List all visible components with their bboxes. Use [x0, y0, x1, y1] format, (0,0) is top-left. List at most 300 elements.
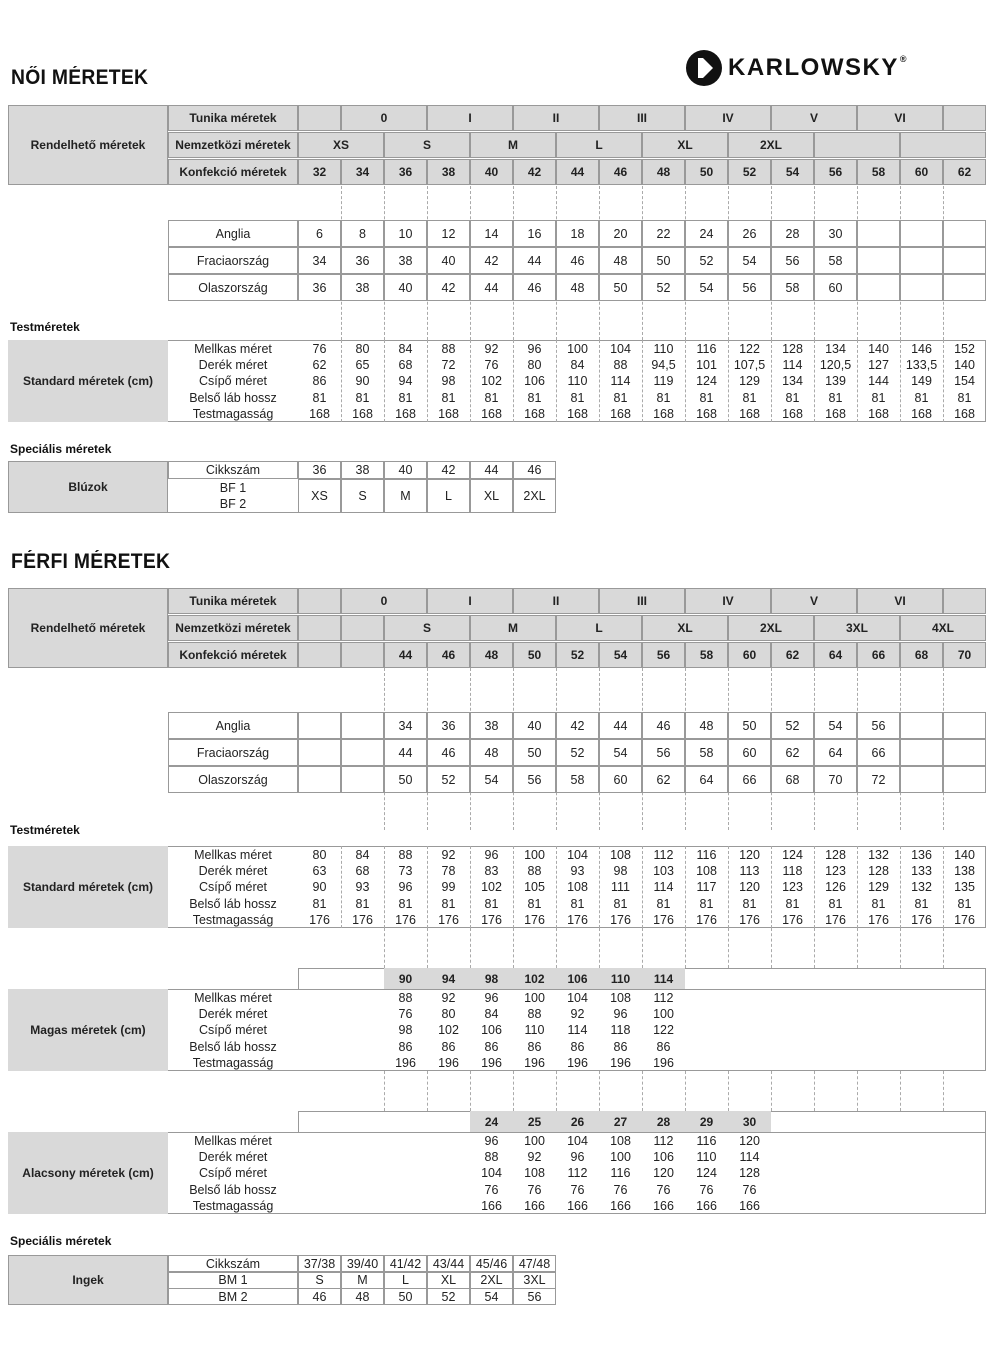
short-value: 100 — [610, 1150, 631, 1165]
standard-value: 81 — [957, 390, 972, 405]
country-value: 36 — [341, 247, 384, 274]
country-value — [341, 739, 384, 766]
country-value: 34 — [298, 247, 341, 274]
standard-value: 123 — [782, 880, 803, 895]
tunika-size: I — [427, 105, 513, 131]
standard-value: 133 — [911, 864, 932, 879]
konfekcio-size: 46 — [599, 159, 642, 185]
country-value — [943, 712, 986, 739]
standard-value: 96 — [484, 848, 499, 862]
tall-value: 122 — [653, 1023, 674, 1038]
country-value — [943, 274, 986, 301]
country-value: 58 — [556, 766, 599, 793]
standard-value: 92 — [441, 848, 456, 862]
country-value: 60 — [728, 739, 771, 766]
short-value: 104 — [567, 1134, 588, 1148]
country-value: 46 — [556, 247, 599, 274]
special-cikk: 42 — [427, 461, 470, 479]
international-empty — [341, 615, 384, 641]
standard-value: 83 — [484, 864, 499, 879]
standard-value: 81 — [699, 390, 714, 405]
international-empty — [900, 132, 986, 158]
standard-value: 81 — [828, 390, 843, 405]
standard-value: 81 — [613, 896, 628, 911]
short-value: 92 — [527, 1150, 542, 1165]
standard-value: 119 — [653, 374, 674, 389]
standard-value: 168 — [954, 406, 975, 421]
konfekcio-size: 54 — [771, 159, 814, 185]
tall-value: 88 — [398, 991, 413, 1005]
divider — [900, 846, 901, 928]
short-label: Alacsony méretek (cm) — [22, 1166, 154, 1180]
standard-value: 168 — [825, 406, 846, 421]
standard-value: 138 — [954, 864, 975, 879]
standard-value: 120 — [739, 848, 760, 862]
standard-value: 168 — [610, 406, 631, 421]
country-value: 36 — [427, 712, 470, 739]
konfekcio-size: 34 — [341, 159, 384, 185]
tunika-size: 0 — [341, 105, 427, 131]
tunika-size: II — [513, 588, 599, 614]
country-value — [900, 712, 943, 739]
konfekcio-size: 48 — [642, 159, 685, 185]
standard-value: 81 — [742, 896, 757, 911]
divider — [771, 340, 772, 422]
country-value — [900, 274, 943, 301]
standard-value: 62 — [312, 358, 327, 373]
divider — [728, 1071, 729, 1111]
short-value: 120 — [739, 1134, 760, 1148]
standard-value: 93 — [570, 864, 585, 879]
standard-value: 78 — [441, 864, 456, 879]
country-value — [857, 247, 900, 274]
country-value: 6 — [298, 220, 341, 247]
country-value — [857, 274, 900, 301]
standard-value: 102 — [481, 374, 502, 389]
short-header: 25 — [513, 1111, 556, 1133]
short-value: 124 — [696, 1166, 717, 1181]
divider — [642, 1071, 643, 1111]
country-value: 62 — [642, 766, 685, 793]
special-row-label: Cikkszám — [168, 461, 298, 479]
standard-value: 168 — [911, 406, 932, 421]
special-size: XS — [298, 479, 341, 513]
konfekcio-size: 52 — [556, 642, 599, 668]
standard-value: 176 — [825, 912, 846, 927]
standard-value: 111 — [610, 880, 630, 895]
standard-value: 108 — [696, 864, 717, 879]
standard-value: 81 — [785, 896, 800, 911]
special-bm1: XL — [427, 1272, 470, 1289]
measure-label: Derék méret — [198, 864, 268, 879]
standard-value: 176 — [782, 912, 803, 927]
standard-value: 107,5 — [733, 358, 766, 373]
tall-value: 110 — [524, 1023, 545, 1038]
tall-value: 84 — [484, 1007, 499, 1022]
standard-value: 110 — [653, 342, 674, 356]
country-value: 44 — [599, 712, 642, 739]
measure-label: Csípő méret — [198, 1023, 268, 1038]
country-value: 38 — [341, 274, 384, 301]
divider — [513, 340, 514, 422]
country-value: 54 — [685, 274, 728, 301]
standard-value: 108 — [567, 880, 588, 895]
standard-value: 92 — [484, 342, 499, 356]
international-size: 2XL — [728, 132, 814, 158]
special-size: 2XL — [513, 479, 556, 513]
special-cikk: 44 — [470, 461, 513, 479]
tall-value: 104 — [567, 991, 588, 1005]
divider — [771, 928, 772, 968]
international-size: M — [470, 132, 556, 158]
standard-value: 176 — [911, 912, 932, 927]
tunika-size: IV — [685, 105, 771, 131]
divider — [642, 846, 643, 928]
divider — [427, 1071, 428, 1111]
standard-value: 168 — [395, 406, 416, 421]
standard-value: 129 — [868, 880, 889, 895]
tall-value: 88 — [527, 1007, 542, 1022]
standard-value: 140 — [954, 848, 975, 862]
standard-value: 81 — [441, 390, 456, 405]
standard-label: Standard méretek (cm) — [22, 374, 154, 388]
country-value: 24 — [685, 220, 728, 247]
country-value — [943, 739, 986, 766]
standard-value: 134 — [825, 342, 846, 356]
country-value: 12 — [427, 220, 470, 247]
divider — [384, 928, 385, 968]
country-value: 50 — [599, 274, 642, 301]
international-size: S — [384, 615, 470, 641]
standard-value: 80 — [527, 358, 542, 373]
tall-value: 86 — [570, 1039, 585, 1054]
short-value: 76 — [484, 1182, 499, 1197]
standard-value: 103 — [653, 864, 674, 879]
divider — [685, 928, 686, 968]
standard-value: 176 — [696, 912, 717, 927]
konfekcio-size: 32 — [298, 159, 341, 185]
tall-value: 196 — [438, 1055, 459, 1070]
short-header: 24 — [470, 1111, 513, 1133]
country-value: 50 — [642, 247, 685, 274]
measure-label: Derék méret — [198, 358, 268, 373]
standard-value: 128 — [825, 848, 846, 862]
standard-value: 127 — [868, 358, 889, 373]
orderable-label: Rendelhető méretek — [30, 138, 146, 152]
divider — [642, 340, 643, 422]
international-size: XL — [642, 132, 728, 158]
country-value — [900, 766, 943, 793]
konfekcio-size: 36 — [384, 159, 427, 185]
country-value: 46 — [513, 274, 556, 301]
standard-value: 168 — [481, 406, 502, 421]
international-empty — [298, 615, 341, 641]
tall-value: 86 — [441, 1039, 456, 1054]
country-label: Fraciaország — [168, 247, 298, 274]
country-value: 50 — [384, 766, 427, 793]
divider — [814, 846, 815, 928]
country-label: Olaszország — [168, 274, 298, 301]
special-bm2: 56 — [513, 1288, 556, 1305]
country-value — [341, 766, 384, 793]
konfekcio-size: 52 — [728, 159, 771, 185]
country-value — [900, 247, 943, 274]
special-cikk: 45/46 — [470, 1255, 513, 1272]
international-size: 4XL — [900, 615, 986, 641]
measure-label: Csípő méret — [198, 374, 268, 389]
short-value: 116 — [610, 1166, 631, 1181]
international-empty — [814, 132, 900, 158]
standard-value: 113 — [739, 864, 760, 879]
measure-label: Mellkas méret — [194, 991, 272, 1005]
standard-value: 81 — [441, 896, 456, 911]
country-value: 54 — [728, 247, 771, 274]
divider — [900, 340, 901, 422]
special-label: Ingek — [72, 1273, 104, 1287]
tall-value: 80 — [441, 1007, 456, 1022]
standard-value: 123 — [825, 864, 846, 879]
standard-value: 76 — [312, 342, 327, 356]
divider — [427, 928, 428, 968]
divider — [685, 340, 686, 422]
konfekcio-size: 60 — [900, 159, 943, 185]
standard-value: 112 — [653, 848, 674, 862]
divider — [599, 1071, 600, 1111]
special-row-label: BF 1 — [219, 480, 247, 495]
standard-value: 81 — [312, 390, 327, 405]
divider — [728, 340, 729, 422]
tall-value: 196 — [395, 1055, 416, 1070]
country-value: 52 — [427, 766, 470, 793]
standard-value: 149 — [911, 374, 932, 389]
country-value: 26 — [728, 220, 771, 247]
short-value: 116 — [696, 1134, 717, 1148]
short-header: 28 — [642, 1111, 685, 1133]
standard-value: 139 — [825, 374, 846, 389]
tall-value: 108 — [610, 991, 631, 1005]
standard-value: 104 — [610, 342, 631, 356]
row-label-1: Nemzetközi méretek — [168, 615, 298, 641]
standard-value: 122 — [739, 342, 760, 356]
short-value: 106 — [653, 1150, 674, 1165]
special-bm1: M — [341, 1272, 384, 1289]
tunika-empty — [943, 588, 986, 614]
measure-label: Belső láb hossz — [189, 1182, 277, 1197]
standard-value: 81 — [785, 390, 800, 405]
row-label-1: Nemzetközi méretek — [168, 132, 298, 158]
standard-value: 117 — [696, 880, 717, 895]
tall-value: 86 — [398, 1039, 413, 1054]
special-bm1: S — [298, 1272, 341, 1289]
standard-value: 68 — [355, 864, 370, 879]
country-value: 16 — [513, 220, 556, 247]
international-size: L — [556, 615, 642, 641]
short-value: 166 — [610, 1198, 631, 1213]
standard-value: 124 — [782, 848, 803, 862]
standard-value: 168 — [309, 406, 330, 421]
country-value: 56 — [642, 739, 685, 766]
tall-value: 96 — [484, 991, 499, 1005]
standard-value: 114 — [782, 358, 803, 373]
tall-value: 92 — [570, 1007, 585, 1022]
short-value: 96 — [570, 1150, 585, 1165]
standard-value: 90 — [355, 374, 370, 389]
special-cikk: 39/40 — [341, 1255, 384, 1272]
country-value: 34 — [384, 712, 427, 739]
standard-value: 176 — [309, 912, 330, 927]
country-value — [943, 220, 986, 247]
short-value: 88 — [484, 1150, 499, 1165]
special-title: Speciális méretek — [10, 1234, 112, 1248]
country-value — [900, 739, 943, 766]
divider — [771, 846, 772, 928]
divider — [642, 928, 643, 968]
special-bm1: L — [384, 1272, 427, 1289]
country-value: 58 — [814, 247, 857, 274]
standard-value: 124 — [696, 374, 717, 389]
short-value: 120 — [653, 1166, 674, 1181]
country-label: Olaszország — [168, 766, 298, 793]
measure-label: Testmagasság — [192, 912, 274, 927]
short-value: 166 — [696, 1198, 717, 1213]
divider — [728, 928, 729, 968]
konfekcio-size: 56 — [642, 642, 685, 668]
standard-value: 140 — [954, 358, 975, 373]
tall-value: 98 — [398, 1023, 413, 1038]
standard-value: 81 — [484, 896, 499, 911]
standard-value: 110 — [567, 374, 588, 389]
divider — [857, 846, 858, 928]
tall-header: 106 — [556, 968, 599, 990]
tall-value: 196 — [610, 1055, 631, 1070]
country-value: 48 — [599, 247, 642, 274]
konfekcio-size: 44 — [384, 642, 427, 668]
tall-value: 100 — [653, 1007, 674, 1022]
divider — [728, 846, 729, 928]
divider — [556, 340, 557, 422]
country-value: 48 — [470, 739, 513, 766]
standard-value: 176 — [395, 912, 416, 927]
standard-value: 128 — [868, 864, 889, 879]
country-value — [298, 712, 341, 739]
standard-value: 88 — [527, 864, 542, 879]
divider — [556, 928, 557, 968]
tall-value: 118 — [610, 1023, 631, 1038]
standard-value: 120,5 — [819, 358, 852, 373]
standard-value: 128 — [782, 342, 803, 356]
special-row-label: Cikkszám — [168, 1255, 298, 1272]
short-value: 104 — [481, 1166, 502, 1181]
standard-value: 81 — [613, 390, 628, 405]
standard-value: 154 — [954, 374, 975, 389]
divider — [814, 928, 815, 968]
standard-value: 146 — [911, 342, 932, 356]
country-value: 54 — [599, 739, 642, 766]
body-title: Testméretek — [10, 823, 80, 837]
standard-value: 81 — [699, 896, 714, 911]
tall-value: 92 — [441, 991, 456, 1005]
country-value: 20 — [599, 220, 642, 247]
international-size: XL — [642, 615, 728, 641]
divider — [857, 340, 858, 422]
short-value: 76 — [613, 1182, 628, 1197]
divider — [384, 846, 385, 928]
short-header: 29 — [685, 1111, 728, 1133]
tunika-size: III — [599, 105, 685, 131]
divider — [943, 928, 944, 968]
country-value: 50 — [728, 712, 771, 739]
standard-value: 116 — [696, 848, 717, 862]
standard-value: 105 — [524, 880, 545, 895]
tall-value: 100 — [524, 991, 545, 1005]
standard-value: 168 — [653, 406, 674, 421]
country-value — [298, 766, 341, 793]
short-header: 30 — [728, 1111, 771, 1133]
divider — [814, 340, 815, 422]
divider — [599, 340, 600, 422]
divider — [513, 928, 514, 968]
country-value: 56 — [728, 274, 771, 301]
short-value: 114 — [739, 1150, 760, 1165]
measure-label: Csípő méret — [198, 880, 268, 895]
international-size: 3XL — [814, 615, 900, 641]
country-value: 50 — [513, 739, 556, 766]
measure-label: Testmagasság — [192, 406, 274, 421]
divider — [685, 846, 686, 928]
standard-value: 168 — [739, 406, 760, 421]
standard-value: 65 — [355, 358, 370, 373]
divider — [943, 846, 944, 928]
standard-value: 135 — [954, 880, 975, 895]
country-value: 64 — [814, 739, 857, 766]
country-value: 30 — [814, 220, 857, 247]
standard-value: 81 — [871, 390, 886, 405]
konfekcio-size: 46 — [427, 642, 470, 668]
standard-value: 104 — [567, 848, 588, 862]
special-cikk: 40 — [384, 461, 427, 479]
country-value: 52 — [771, 712, 814, 739]
short-value: 76 — [656, 1182, 671, 1197]
country-value: 68 — [771, 766, 814, 793]
standard-value: 84 — [355, 848, 370, 862]
country-value: 44 — [470, 274, 513, 301]
standard-value: 94 — [398, 374, 413, 389]
standard-value: 81 — [312, 896, 327, 911]
special-cikk: 43/44 — [427, 1255, 470, 1272]
standard-value: 81 — [914, 390, 929, 405]
divider — [556, 846, 557, 928]
konfekcio-size: 48 — [470, 642, 513, 668]
tall-header: 98 — [470, 968, 513, 990]
standard-value: 108 — [610, 848, 631, 862]
konfekcio-size — [298, 642, 341, 668]
karlowsky-logo-icon — [686, 50, 722, 86]
country-value — [900, 220, 943, 247]
country-value: 42 — [427, 274, 470, 301]
country-value: 56 — [857, 712, 900, 739]
standard-value: 84 — [570, 358, 585, 373]
konfekcio-size: 50 — [513, 642, 556, 668]
country-value: 56 — [771, 247, 814, 274]
short-value: 76 — [742, 1182, 757, 1197]
special-title: Speciális méretek — [10, 442, 112, 456]
country-value: 38 — [470, 712, 513, 739]
standard-value: 72 — [441, 358, 456, 373]
standard-value: 132 — [911, 880, 932, 895]
standard-value: 176 — [524, 912, 545, 927]
measure-label: Belső láb hossz — [189, 390, 277, 405]
women-title: NŐI MÉRETEK — [11, 66, 149, 89]
